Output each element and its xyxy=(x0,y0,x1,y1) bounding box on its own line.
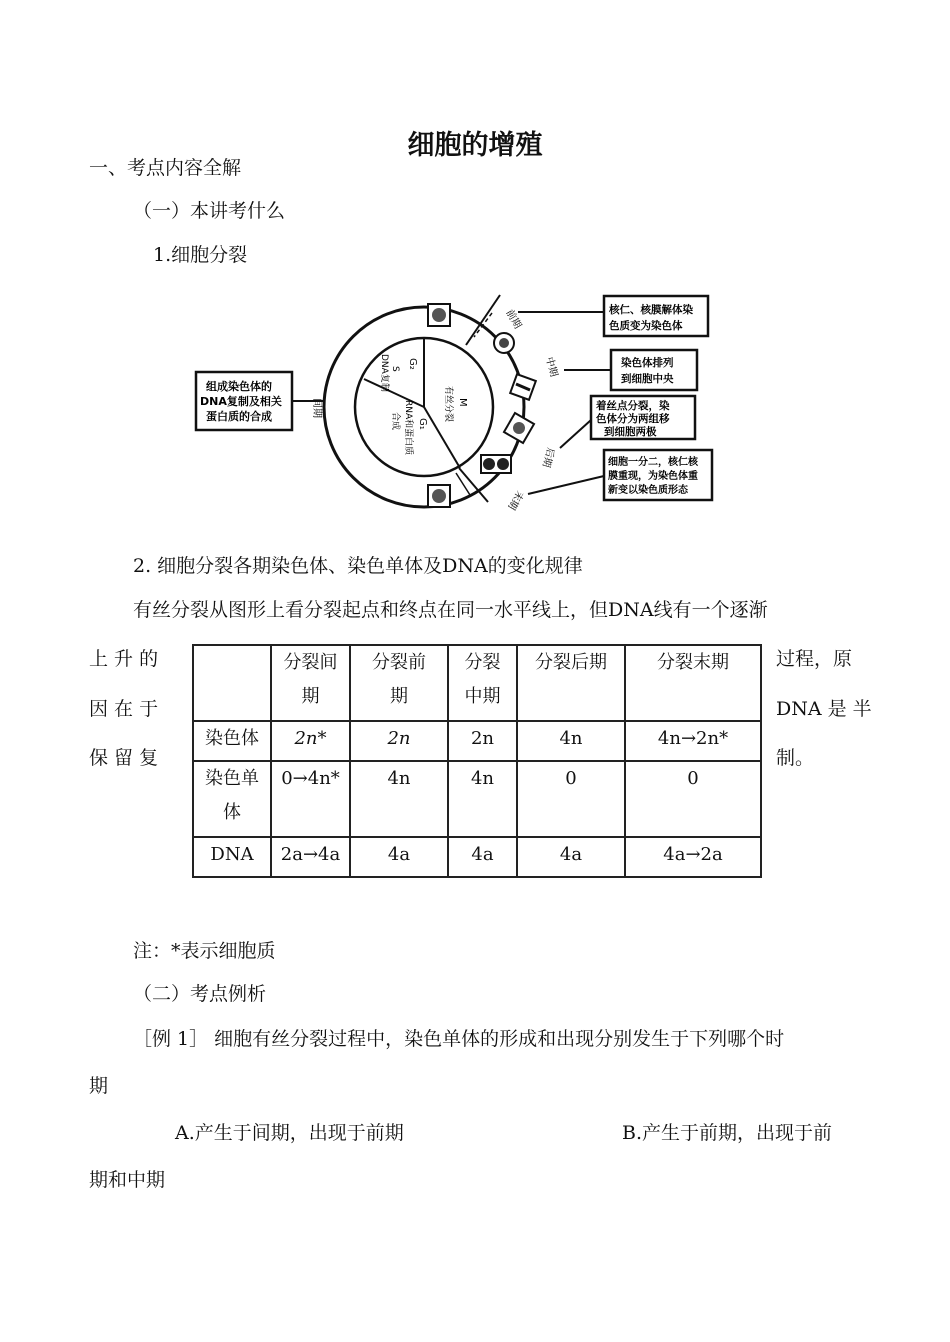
table-cell: 2a→4a xyxy=(271,837,350,877)
table-cell: 4n→2n* xyxy=(625,721,761,761)
g1-desc-2: 合成 xyxy=(390,412,400,431)
metaphase-cell-icon xyxy=(510,374,536,400)
m-desc: 有丝分裂 xyxy=(443,386,453,423)
s-desc: DNA复制 xyxy=(379,354,389,392)
anaphase-box-line: 到细胞两极 xyxy=(604,426,657,438)
table-cell: 4n xyxy=(448,761,517,837)
interphase-label: 间期 xyxy=(311,398,322,418)
item-heading-1: 1.细胞分裂 xyxy=(153,244,248,266)
table-row-label: DNA xyxy=(193,837,271,877)
interphase-box-line: DNA复制及相关 xyxy=(200,395,282,408)
wrap-left-3: 保 留 复 xyxy=(89,747,159,769)
table-cell: 0→4n* xyxy=(271,761,350,837)
s-label: S xyxy=(390,366,400,372)
metaphase-box-line: 到细胞中央 xyxy=(621,373,674,385)
anaphase-cell-icon xyxy=(504,413,534,443)
m-label: M xyxy=(457,398,468,407)
table-header-cell: 分裂前期 xyxy=(350,645,448,721)
interphase-cell-icon xyxy=(428,304,450,326)
section-heading-1: 一、考点内容全解 xyxy=(89,157,242,179)
table-cell: 0 xyxy=(625,761,761,837)
daughter-cell-icon xyxy=(428,485,450,507)
table-cell: 0 xyxy=(517,761,625,837)
table-cell: 4a xyxy=(448,837,517,877)
interphase-box-line: 组成染色体的 xyxy=(206,380,272,393)
table-cell: 4a xyxy=(517,837,625,877)
metaphase-label: 中期 xyxy=(543,355,559,379)
prophase-label: 前期 xyxy=(503,308,523,331)
anaphase-label: 后期 xyxy=(539,446,556,469)
chromosome-change-table xyxy=(192,644,762,878)
wrap-right-3: 制。 xyxy=(776,747,815,769)
interphase-box-line: 蛋白质的合成 xyxy=(206,410,272,423)
example-1-question: ［例 1］ 细胞有丝分裂过程中，染色单体的形成和出现分别发生于下列哪个时 xyxy=(133,1028,785,1050)
page-title: 细胞的增殖 xyxy=(407,130,543,161)
table-header-cell: 分裂后期 xyxy=(517,645,625,721)
telophase-cell-icon xyxy=(481,455,511,473)
paragraph-1: 有丝分裂从图形上看分裂起点和终点在同一水平线上，但DNA线有一个逐渐 xyxy=(133,599,768,621)
table-cell: 4a→2a xyxy=(625,837,761,877)
sector-line xyxy=(364,379,424,407)
example-1-question-cont: 期 xyxy=(89,1075,109,1097)
table-row xyxy=(193,761,761,837)
telophase-box-line: 新变以染色质形态 xyxy=(608,485,688,496)
table-header-cell: 分裂间期 xyxy=(271,645,350,721)
option-b-cont: 期和中期 xyxy=(89,1169,166,1191)
table-row xyxy=(193,837,761,877)
table-cell: 2n xyxy=(350,721,448,761)
table-cell: 4n xyxy=(350,761,448,837)
table-header-row xyxy=(193,645,761,721)
g2-label: G₂ xyxy=(407,358,418,370)
telophase-box-line: 细胞一分二，核仁核 xyxy=(608,457,698,468)
table-cell: 2n xyxy=(448,721,517,761)
wrap-right-1: 过程，原 xyxy=(776,648,853,670)
prophase-box-line: 核仁、核膜解体染 xyxy=(609,304,693,316)
subsection-heading-2: （二）考点例析 xyxy=(133,983,267,1005)
prophase-cell-icon xyxy=(494,333,514,353)
wrap-right-2: DNA 是 半 xyxy=(776,698,872,720)
metaphase-box-line: 染色体排列 xyxy=(621,357,674,369)
subsection-heading-1: （一）本讲考什么 xyxy=(133,200,286,222)
anaphase-box-line: 着丝点分裂，染 xyxy=(596,400,670,412)
item-heading-2: 2. 细胞分裂各期染色体、染色单体及DNA的变化规律 xyxy=(133,555,583,577)
table-row-label: 染色体 xyxy=(193,721,271,761)
g1-label: G₁ xyxy=(417,418,428,430)
sector-line xyxy=(424,407,460,468)
telophase-label: 末期 xyxy=(505,488,525,512)
table-row-label: 染色单体 xyxy=(193,761,271,837)
option-a: A.产生于间期，出现于前期 xyxy=(175,1122,404,1144)
telophase-box-line: 膜重现，为染色体重 xyxy=(608,471,698,482)
table-cell: 2n* xyxy=(271,721,350,761)
g1-desc: RNA和蛋白质 xyxy=(403,400,413,456)
cell-cycle-diagram xyxy=(188,280,722,532)
wrap-left-1: 上 升 的 xyxy=(89,648,159,670)
table-header-cell: 分裂中期 xyxy=(448,645,517,721)
table-note: 注：*表示细胞质 xyxy=(133,940,276,962)
table-cell: 4n xyxy=(517,721,625,761)
anaphase-box-line: 色体分为两组移 xyxy=(596,413,670,425)
table-cell: 4a xyxy=(350,837,448,877)
table-header-cell xyxy=(193,645,271,721)
table-header-cell: 分裂末期 xyxy=(625,645,761,721)
option-b: B.产生于前期，出现于前 xyxy=(622,1122,833,1144)
table-row xyxy=(193,721,761,761)
wrap-left-2: 因 在 于 xyxy=(89,698,159,720)
prophase-box-line: 色质变为染色体 xyxy=(609,320,683,332)
